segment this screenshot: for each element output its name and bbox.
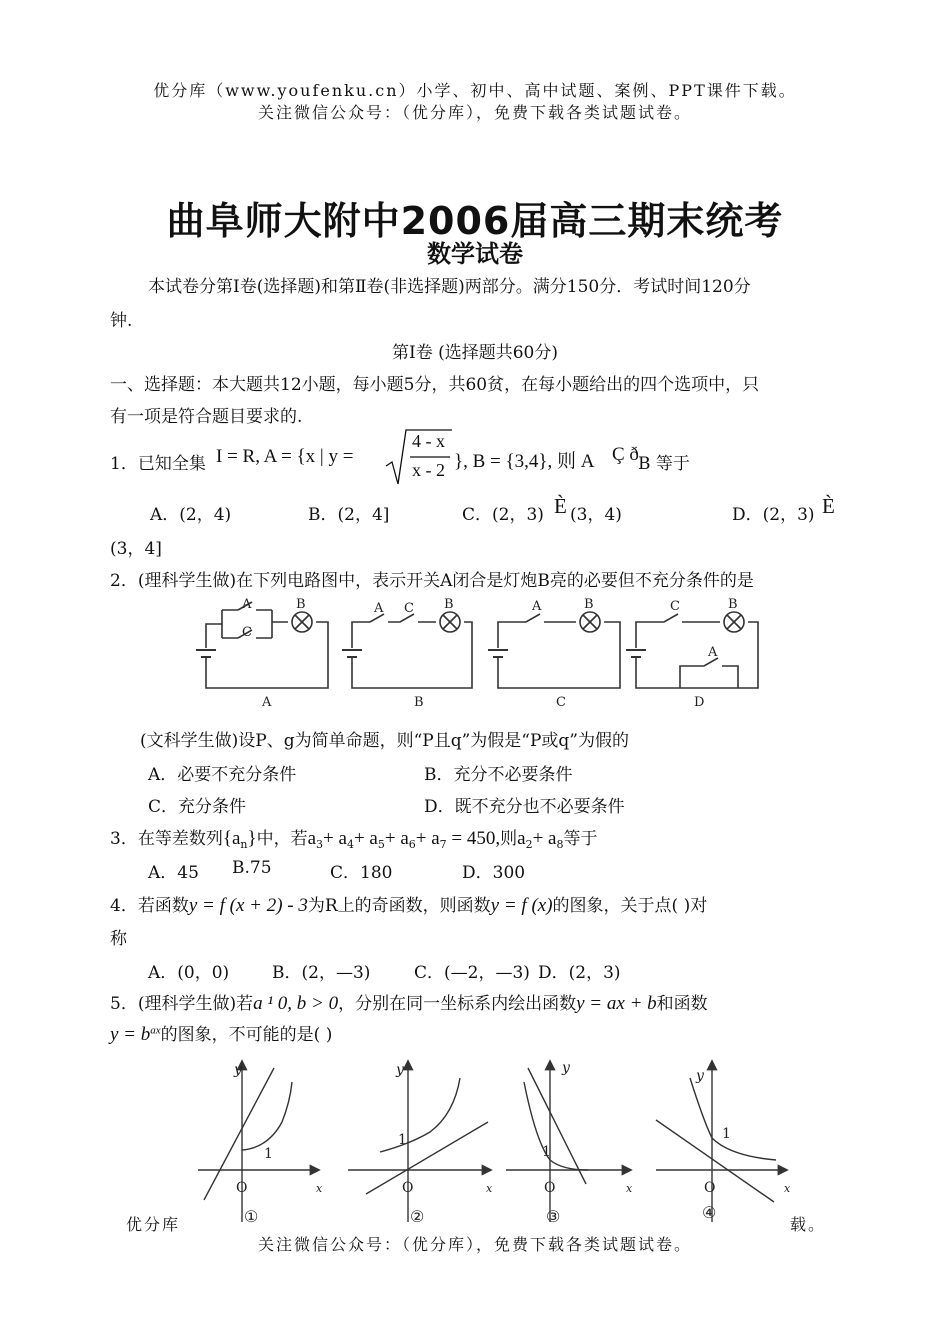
q3-seq-close: }	[247, 828, 257, 849]
footer-line-2: 关注微信公众号：（优分库），免费下载各类试题试卷。	[257, 1235, 692, 1254]
q3-mid: 中，若	[256, 829, 308, 849]
q3-then: 则	[500, 829, 518, 849]
graph-1-label: ①	[244, 1207, 259, 1226]
q5-function-1: y = ax + b	[576, 993, 657, 1014]
graph-2-origin: O	[402, 1180, 414, 1196]
q2-option-c: C．充分条件	[148, 797, 247, 817]
circuit-d-label: D	[694, 695, 705, 708]
page-subtitle: 数学试卷	[427, 240, 523, 268]
q2-wenke: (文科学生做)设P、g为简单命题，则“P且q”为假是“P或q”为假的	[140, 731, 629, 751]
circuit-a-lamp: B	[296, 597, 306, 612]
graph-1-origin: O	[236, 1180, 248, 1196]
footer-left: 优分库	[126, 1215, 181, 1234]
q3-ask-sub: 8	[556, 838, 564, 851]
graph-4-x-label: x	[784, 1182, 791, 1195]
q3-seq-sub: n	[240, 838, 248, 851]
q1-frac-num: 4 - x	[412, 431, 445, 451]
graph-2-label: ②	[410, 1207, 425, 1226]
q1-option-a: A．(2，4)	[150, 505, 232, 525]
q3-option-c: C．180	[330, 863, 393, 883]
q4-function-2: y = f (x)	[490, 895, 553, 916]
q3-option-d: D．300	[462, 863, 526, 883]
q3-term: + a	[415, 828, 440, 849]
circuit-b-label: B	[414, 695, 424, 708]
q1-option-b: B．(2，4]	[308, 505, 390, 525]
circuit-a-switch-a: A	[242, 597, 252, 612]
q5-line-2	[110, 1020, 332, 1046]
q4-mid: 为R上的奇函数，则函数	[307, 896, 491, 916]
q4-option-b: B．(2，—3)	[272, 963, 371, 983]
union-icon: È	[554, 494, 567, 518]
graph-4-label: ④	[702, 1203, 717, 1222]
q1-option-c2: (3，4)	[570, 505, 622, 525]
graph-3-x-label: x	[626, 1182, 633, 1195]
circuit-c-switch-a: A	[532, 599, 542, 614]
q3-ask: a	[517, 828, 526, 849]
section-1-line-1: 一、选择题：本大题共12小题，每小题5分，共60贫，在每小题给出的四个选项中，只	[110, 375, 760, 395]
q2-circuit-figure	[190, 596, 770, 708]
q3-term: a	[307, 828, 317, 849]
question-5	[110, 989, 708, 1015]
q5-prefix: 5．(理科学生做)若	[110, 994, 254, 1014]
graph-3-label: ③	[546, 1207, 561, 1226]
q1-complement: Ç ð	[612, 444, 639, 465]
graph-4-origin: O	[704, 1180, 716, 1196]
q3-term: + a	[323, 828, 347, 849]
q3-term-sub: 3	[316, 838, 324, 851]
q2-option-a: A．必要不充分条件	[148, 765, 297, 785]
q1-option-c: C．(2，3)	[462, 505, 544, 525]
q4-option-d: D．(2，3)	[538, 963, 621, 983]
q1-set-i: I = R, A = {x | y =	[216, 446, 354, 467]
q3-option-a: A．45	[148, 863, 199, 883]
question-4	[110, 891, 707, 917]
graph-1-x-label: x	[316, 1182, 323, 1195]
q5-line-2-text: 的图象，不可能的是( )	[160, 1025, 333, 1045]
q4-option-c: C．(—2，—3)	[414, 963, 530, 983]
q3-term: + a	[384, 828, 409, 849]
q3-term-sub: 6	[408, 838, 416, 851]
q4-line-2: 称	[110, 929, 127, 949]
footer-right: 载。	[790, 1215, 827, 1234]
graph-3-one: 1	[542, 1144, 551, 1160]
q3-term: + a	[353, 828, 378, 849]
header-line-1: 优分库（www.youfenku.cn）小学、初中、高中试题、案例、PPT课件下载。	[153, 81, 797, 100]
q4-prefix: 4．若函数	[110, 896, 189, 916]
intro-line-2: 钟.	[110, 311, 133, 331]
circuit-b-switch-a: A	[374, 601, 384, 616]
q3-ask-plus: + a	[532, 828, 557, 849]
header-line-2: 关注微信公众号：（优分库），免费下载各类试题试卷。	[257, 103, 692, 122]
intro-line-1: 本试卷分第Ⅰ卷(选择题)和第Ⅱ卷(非选择题)两部分。满分150分．考试时间120分	[148, 277, 751, 297]
graph-2-one: 1	[398, 1132, 407, 1148]
graph-1-one: 1	[264, 1146, 273, 1162]
q5-function-2-exp: ax	[150, 1024, 161, 1037]
q2-text: 2．(理科学生做)在下列电路图中，表示开关A闭合是灯炮B亮的必要但不充分条件的是	[110, 571, 754, 591]
section-1-line-2: 有一项是符合题目要求的.	[110, 407, 303, 427]
circuit-d-switch-c: C	[670, 599, 680, 614]
graph-4-one: 1	[722, 1126, 731, 1142]
union-icon: È	[822, 494, 835, 518]
q3-tail: 等于	[563, 829, 598, 849]
graph-1-y-label: y	[234, 1062, 242, 1078]
q5-tail: 和函数	[656, 994, 708, 1014]
q3-term-sub: 5	[377, 838, 385, 851]
circuit-c-lamp: B	[584, 597, 594, 612]
graph-2-x-label: x	[486, 1182, 493, 1195]
circuit-a-label: A	[262, 695, 272, 708]
q5-mid: ，分别在同一坐标系内绘出函数	[338, 994, 577, 1014]
q5-function-2: y = b	[110, 1024, 151, 1045]
q3-prefix: 3．在等差数列	[110, 829, 223, 849]
q1-prefix: 1．已知全集	[110, 454, 206, 474]
q1-option-d: D．(2，3)	[732, 505, 815, 525]
q4-function-1: y = f (x + 2) - 3	[188, 895, 308, 916]
q3-eq: = 450,	[451, 828, 501, 849]
q4-tail: 的图象，关于点( )对	[552, 896, 708, 916]
graph-2-y-label: y	[396, 1062, 404, 1078]
q1-tail: B 等于	[638, 454, 690, 474]
q1-option-d-cont: (3，4]	[110, 539, 162, 559]
graph-4-y-label: y	[696, 1068, 704, 1084]
circuit-d-switch-a: A	[708, 645, 718, 660]
q5-condition: a ¹ 0, b > 0	[253, 993, 339, 1014]
circuit-b-lamp: B	[444, 597, 454, 612]
question-3	[110, 824, 597, 851]
circuit-a-switch-c: C	[242, 625, 252, 640]
part-1-heading: 第Ⅰ卷 (选择题共60分)	[391, 343, 558, 363]
page-title: 曲阜师大附中2006届高三期末统考	[166, 199, 784, 243]
graph-3-y-label: y	[562, 1060, 570, 1076]
circuit-d-lamp: B	[728, 597, 738, 612]
q1-set-b: }, B = {3,4}, 则 A	[454, 451, 595, 472]
graph-3-origin: O	[544, 1180, 556, 1196]
q2-option-b: B．充分不必要条件	[424, 765, 573, 785]
q1-frac-den: x - 2	[412, 460, 445, 480]
q4-option-a: A．(0，0)	[148, 963, 230, 983]
q3-option-b: B.75	[232, 858, 272, 878]
q3-term-sub: 7	[439, 838, 447, 851]
q5-graphs-figure	[190, 1052, 800, 1228]
q3-ask-sub: 2	[525, 838, 533, 851]
circuit-c-label: C	[556, 695, 566, 708]
q3-term-sub: 4	[346, 838, 354, 851]
q3-seq: {a	[222, 828, 241, 849]
circuit-b-switch-c: C	[404, 601, 414, 616]
q2-option-d: D．既不充分也不必要条件	[424, 797, 625, 817]
